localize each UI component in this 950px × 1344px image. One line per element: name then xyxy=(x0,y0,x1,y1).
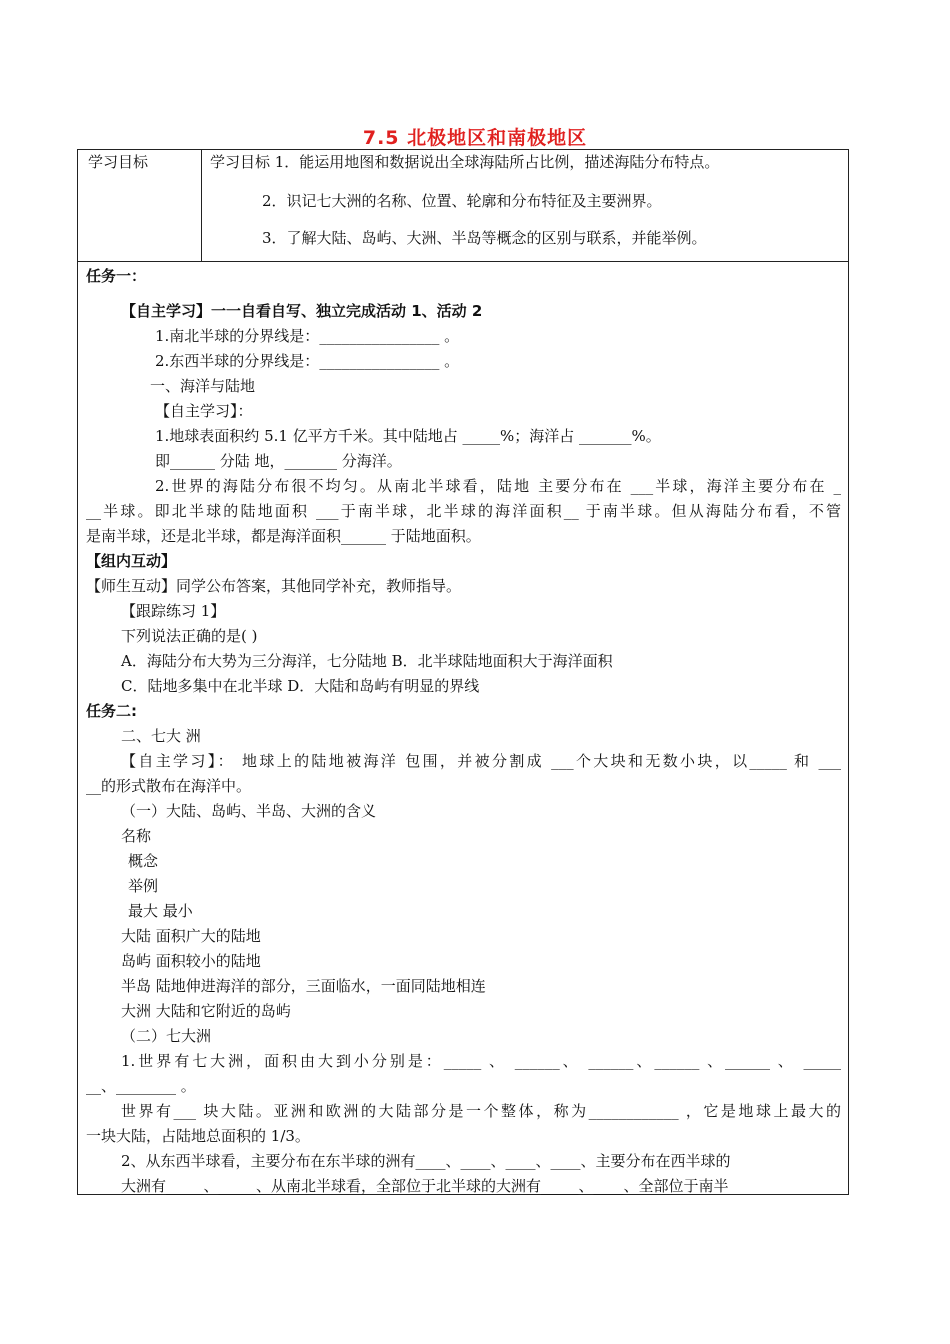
paragraph-line: 1.世界有七大洲，面积由大到小分别是：_____ 、 ______、 ______、______ 、______ 、 _____ xyxy=(121,1052,841,1070)
section-heading: 二、七大 洲 xyxy=(121,727,201,745)
table-text-line: 名称 xyxy=(121,827,152,845)
table-text-line: 概念 xyxy=(128,852,159,870)
question-line: 即______ 分陆 地，_______ 分海洋。 xyxy=(155,452,402,470)
objectives-label: 学习目标 xyxy=(88,153,149,171)
question-line: 2.东西半球的分界线是：________________ 。 xyxy=(155,352,460,370)
table-text-line: 最大 最小 xyxy=(128,902,193,920)
table-text-line: 半岛 陆地伸进海洋的部分，三面临水，一面同陆地相连 xyxy=(121,977,486,995)
paragraph-line: __的形式散布在海洋中。 xyxy=(86,777,252,795)
practice-option-line: C．陆地多集中在北半球 D．大陆和岛屿有明显的界线 xyxy=(121,677,480,695)
group-interaction-heading: 【组内互动】 xyxy=(86,552,177,570)
task-two-heading: 任务二: xyxy=(86,702,137,720)
paragraph-line: 是南半球，还是北半球，都是海洋面积______ 于陆地面积。 xyxy=(86,527,481,545)
table-text-line: 大陆 面积广大的陆地 xyxy=(121,927,261,945)
task-one-heading: 任务一： xyxy=(86,267,147,285)
self-study-heading: 【自主学习】一一自看自写、独立完成活动 1、活动 2 xyxy=(121,302,483,320)
practice-option-line: A．海陆分布大势为三分海洋，七分陆地 B．北半球陆地面积大于海洋面积 xyxy=(121,652,613,670)
paragraph-line: __、________ 。 xyxy=(86,1077,196,1095)
paragraph-line: 【自主学习】： 地球上的陆地被海洋 包围，并被分割成 ___个大块和无数小块，以_____ 和 ___ xyxy=(121,752,841,770)
subsection-heading: （一）大陆、岛屿、半岛、大洲的含义 xyxy=(121,802,377,820)
objective-item-3: 3．了解大陆、岛屿、大洲、半岛等概念的区别与联系，并能举例。 xyxy=(262,229,707,247)
page-title: 7.5 北极地区和南极地区 xyxy=(362,127,588,149)
paragraph-line: 世界有___ 块大陆。亚洲和欧洲的大陆部分是一个整体，称为____________ ，它是地球上最大的 xyxy=(121,1102,841,1120)
teacher-interaction-line: 【师生互动】同学公布答案，其他同学补充，教师指导。 xyxy=(86,577,462,595)
paragraph-line: 一块大陆，占陆地总面积的 1/3。 xyxy=(86,1127,310,1145)
table-divider-horizontal xyxy=(77,261,849,262)
objective-item-1: 学习目标 1．能运用地图和数据说出全球海陆所占比例，描述海陆分布特点。 xyxy=(210,153,720,171)
paragraph-line: __半球。即北半球的陆地面积 ___于南半球，北半球的海洋面积__ 于南半球。但从海陆分布看，不管 xyxy=(86,502,841,520)
table-text-line: 岛屿 面积较小的陆地 xyxy=(121,952,261,970)
table-text-line: 大洲 大陆和它附近的岛屿 xyxy=(121,1002,291,1020)
self-study-label: 【自主学习】： xyxy=(155,402,253,420)
subsection-heading: （二）七大洲 xyxy=(121,1027,212,1045)
table-divider-vertical xyxy=(201,149,202,262)
question-line: 1.南北半球的分界线是：________________ 。 xyxy=(155,327,460,345)
paragraph-line: 大洲有_____、_____、从南北半球看，全部位于北半球的大洲有_____、____、全部位于南半 xyxy=(121,1177,729,1195)
practice-heading: 【跟踪练习 1】 xyxy=(121,602,226,620)
table-text-line: 举例 xyxy=(128,877,159,895)
objective-item-2: 2．识记七大洲的名称、位置、轮廓和分布特征及主要洲界。 xyxy=(262,192,662,210)
section-heading: 一、海洋与陆地 xyxy=(150,377,256,395)
paragraph-line: 2.世界的海陆分布很不均匀。从南北半球看，陆地 主要分布在 ___半球，海洋主要分布在 _ xyxy=(155,477,841,495)
question-line: 1.地球表面积约 5.1 亿平方千米。其中陆地占 _____%；海洋占 _______%。 xyxy=(155,427,661,445)
practice-question: 下列说法正确的是( ) xyxy=(121,627,258,645)
paragraph-line: 2、从东西半球看，主要分布在东半球的洲有____、____、____、____、主要分布在西半球的 xyxy=(121,1152,731,1170)
